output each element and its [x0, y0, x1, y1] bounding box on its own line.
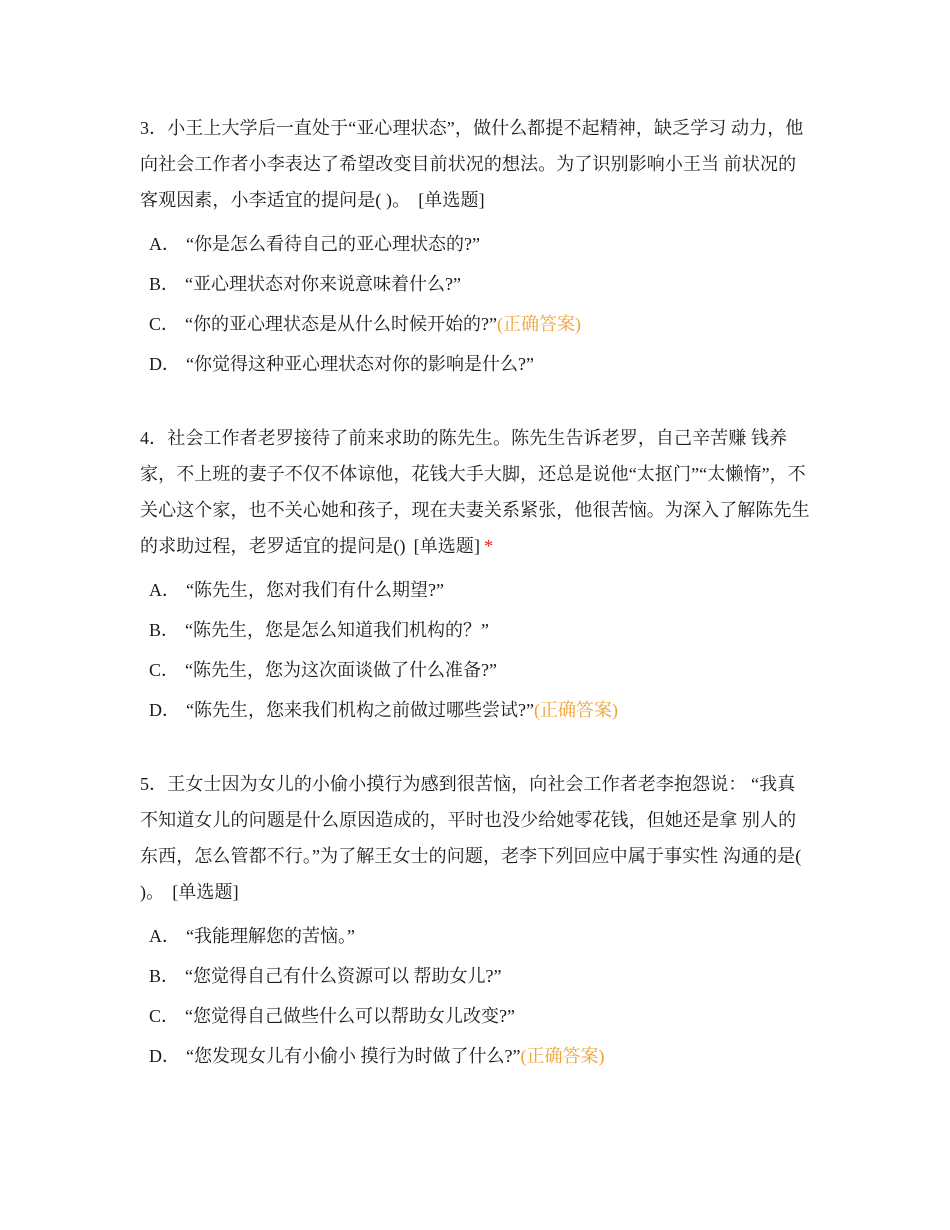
option-letter: B: [149, 274, 162, 294]
question-number: 5: [140, 774, 150, 794]
question-type-label: [单选题]: [413, 536, 481, 556]
question-stem: 3．小王上大学后一直处于“亚心理状态”，做什么都提不起精神，缺乏学习 动力，他向社会工作者小李表达了希望改变目前状况的想法。为了识别影响小王当 前状况的客观因素，小李适宜的提问是( )。 [单选题]: [140, 118, 804, 210]
question-text: 小王上大学后一直处于“亚心理状态”，做什么都提不起精神，缺乏学习 动力，他向社会工作者小李表达了希望改变目前状况的想法。为了识别影响小王当 前状况的客观因素，小李适宜的提问是( )。: [140, 118, 804, 210]
option-text: “亚心理状态对你来说意味着什么?”: [185, 274, 461, 294]
option-letter: B: [149, 966, 162, 986]
option-letter: B: [149, 620, 162, 640]
option-c[interactable]: C． “你的亚心理状态是从什么时候开始的?”(正确答案): [149, 314, 581, 334]
option-b[interactable]: B． “陈先生，您是怎么知道我们机构的？”: [149, 620, 489, 640]
question-5: [140, 766, 812, 1076]
question-stem: 5．王女士因为女儿的小偷小摸行为感到很苦恼，向社会工作者老李抱怨说： “我真不知道女儿的问题是什么原因造成的，平时也没少给她零花钱，但她还是拿 别人的东西，怎么管都不行。”为了解王女士的问题，老李下列回应中属于事实性 沟通的是( )。 [单选题]: [140, 774, 802, 902]
option-letter: D: [149, 1046, 162, 1066]
option-text: “你是怎么看待自己的亚心理状态的?”: [186, 234, 480, 254]
option-a[interactable]: A． “陈先生，您对我们有什么期望?”: [149, 580, 444, 600]
question-text: 王女士因为女儿的小偷小摸行为感到很苦恼，向社会工作者老李抱怨说： “我真不知道女儿的问题是什么原因造成的，平时也没少给她零花钱，但她还是拿 别人的东西，怎么管都不行。”为了解王女士的问题，老李下列回应中属于事实性 沟通的是( )。: [140, 774, 802, 902]
question-type-label: [单选题]: [172, 882, 239, 902]
option-list: [140, 224, 812, 384]
option-c[interactable]: C． “陈先生，您为这次面谈做了什么准备?”: [149, 660, 497, 680]
option-text: “您觉得自己做些什么可以帮助女儿改变?”: [185, 1006, 515, 1026]
option-d[interactable]: D． “您发现女儿有小偷小 摸行为时做了什么?”(正确答案): [149, 1046, 605, 1066]
option-b[interactable]: B． “您觉得自己有什么资源可以 帮助女儿?”: [149, 966, 502, 986]
question-sheet: [140, 110, 812, 1112]
required-mark: *: [484, 536, 494, 556]
option-a[interactable]: A． “我能理解您的苦恼。”: [149, 926, 355, 946]
option-list: [140, 570, 812, 730]
option-text: “陈先生，您对我们有什么期望?”: [186, 580, 444, 600]
correct-answer-tag: (正确答案): [520, 1046, 605, 1066]
option-text: “你的亚心理状态是从什么时候开始的?”: [185, 314, 497, 334]
option-text: “我能理解您的苦恼。”: [186, 926, 355, 946]
question-text: 社会工作者老罗接待了前来求助的陈先生。陈先生告诉老罗，自己辛苦赚 钱养家，不上班的妻子不仅不体谅他，花钱大手大脚，还总是说他“太抠门”“太懒惰”，不关心这个家，也不关心她和孩子，现在夫妻关系紧张，他很苦恼。为深入了解陈先生的求助过程，老罗适宜的提问是(): [140, 428, 810, 556]
option-b[interactable]: B． “亚心理状态对你来说意味着什么?”: [149, 274, 461, 294]
option-text: “陈先生，您为这次面谈做了什么准备?”: [185, 660, 497, 680]
correct-answer-tag: (正确答案): [496, 314, 581, 334]
question-number: 4: [140, 428, 150, 448]
option-letter: A: [149, 926, 162, 946]
question-number: 3: [140, 118, 150, 138]
option-text: “陈先生，您是怎么知道我们机构的？”: [185, 620, 489, 640]
option-d[interactable]: D． “陈先生，您来我们机构之前做过哪些尝试?”(正确答案): [149, 700, 618, 720]
option-a[interactable]: A． “你是怎么看待自己的亚心理状态的?”: [149, 234, 480, 254]
option-text: “您觉得自己有什么资源可以 帮助女儿?”: [185, 966, 502, 986]
option-letter: C: [149, 314, 162, 334]
option-letter: A: [149, 234, 162, 254]
option-letter: C: [149, 1006, 162, 1026]
option-letter: A: [149, 580, 162, 600]
option-letter: D: [149, 700, 162, 720]
option-list: [140, 916, 812, 1076]
question-3: [140, 110, 812, 384]
correct-answer-tag: (正确答案): [533, 700, 618, 720]
option-text: “你觉得这种亚心理状态对你的影响是什么?”: [186, 354, 534, 374]
option-d[interactable]: D． “你觉得这种亚心理状态对你的影响是什么?”: [149, 354, 534, 374]
option-text: “您发现女儿有小偷小 摸行为时做了什么?”: [186, 1046, 521, 1066]
question-stem: 4．社会工作者老罗接待了前来求助的陈先生。陈先生告诉老罗，自己辛苦赚 钱养家，不上班的妻子不仅不体谅他，花钱大手大脚，还总是说他“太抠门”“太懒惰”，不关心这个家，也不关心她和孩子，现在夫妻关系紧张，他很苦恼。为深入了解陈先生的求助过程，老罗适宜的提问是() [单选题] *: [140, 428, 810, 556]
question-type-label: [单选题]: [418, 190, 485, 210]
option-letter: D: [149, 354, 162, 374]
option-text: “陈先生，您来我们机构之前做过哪些尝试?”: [186, 700, 534, 720]
option-c[interactable]: C． “您觉得自己做些什么可以帮助女儿改变?”: [149, 1006, 515, 1026]
option-letter: C: [149, 660, 162, 680]
question-4: [140, 420, 812, 730]
